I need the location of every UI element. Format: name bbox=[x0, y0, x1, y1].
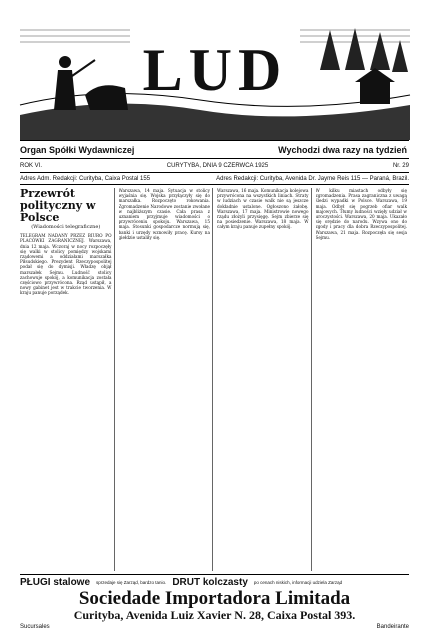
article-columns bbox=[20, 188, 409, 571]
newspaper-title: LUD bbox=[142, 37, 288, 103]
volume-number: ROK VI. bbox=[20, 162, 43, 169]
wire-ad-note: po cenach niskich, informacji udziela Zarząd bbox=[253, 579, 343, 585]
column-text: W kilku miastach odbyły się zgromadzenia. Prasa zagraniczna z uwagą śledzi wypadki w Polsce. Warszawa, 19 maja. Odbył się pogrzeb ofiar walk majowych. Tłumy ludności wzięły udział w uroczystości. Warszawa, 20 maja. Ukazało się orędzie do narodu. Wzywa ono do zgody i pracy dla dobra Rzeczypospolitej. Warszawa, 21 maja. Rozpoczęła się sesja Sejmu. bbox=[315, 188, 407, 240]
article-headline: Przewrót polityczny w Polsce bbox=[20, 188, 96, 224]
city-date: CURYTYBA, DNIA 9 CZERWCA 1925 bbox=[166, 162, 269, 169]
column-text: TELEGRAM NADANY PRZEZ BIURO PO PLACÓWKI ZAGRANICZNEJ. Warszawa, dnia 12 maja. Wczoraj w nocy rozpoczęły się walki w stolicy pomiędzy wojskami rządowemi a oddziałami marszałka Piłsudskiego. Prezydent Rzeczypospolitej podał się do dymisji. Władzę objął marszałek Sejmu. Ludność stolicy zachowuje spokój, a komunikacja została częściowo przywrócona. Rząd ustąpił, a nowy gabinet jest w trakcie tworzenia. W kraju panuje porządek. bbox=[20, 233, 112, 296]
company-advert bbox=[20, 589, 409, 622]
branch-line bbox=[20, 624, 409, 630]
column-2 bbox=[119, 188, 214, 571]
wire-ad-title: DRUT kolczasty bbox=[172, 576, 248, 588]
column-4 bbox=[316, 188, 410, 571]
company-address: Curityba, Avenida Luiz Xavier N. 28, Caixa Postal 393. bbox=[73, 608, 356, 622]
plow-ad-note: sprzedaje się Zarząd, bardzo tanio. bbox=[96, 579, 167, 585]
column-1 bbox=[20, 188, 115, 571]
frequency-line: Wychodzi dwa razy na tydzień bbox=[278, 145, 407, 155]
column-3 bbox=[217, 188, 312, 571]
plow-ad-title: PŁUGI stalowe bbox=[20, 576, 91, 588]
masthead bbox=[0, 0, 427, 145]
issue-number: Nr. 29 bbox=[392, 162, 409, 169]
admin-address: Adres Adm. Redakcji: Curityba, Caixa Postal 155 bbox=[20, 175, 151, 182]
address-bar bbox=[20, 173, 409, 185]
article-subhead: (Wiadomości telegraficzne) bbox=[31, 224, 101, 230]
info-bar bbox=[20, 158, 409, 173]
column-text: Warszawa, 14 maja. Sytuacja w stolicy wyjaśnia się. Wojska przyłączyły się do marszałka. Rozpoczęto rokowania. Zgromadzenie Narodowe zostanie zwołane w najbliższym czasie. Cała prasa z uznaniem przyjmuje wiadomości o przywróceniu spokoju. Warszawa, 15 maja. Stosunki gospodarcze normują się, banki i urzędy wznowiły pracę. Kursy na giełdzie ustaliły się. bbox=[118, 188, 210, 240]
office-address: Adres Redakcji: Curityba, Avenida Dr. Jayme Reis 115 — Paraná, Brazil. bbox=[216, 175, 409, 182]
organ-line: Organ Spółki Wydawniczej bbox=[20, 145, 135, 155]
branch-left: Sucursales bbox=[20, 624, 50, 630]
column-text: Warszawa, 16 maja. Komunikacja kolejowa przywrócona na wszystkich liniach. Straty w ludziach w czasie walk nie są jeszcze dokładnie ustalone. Ogłoszono żałobę. Warszawa, 17 maja. Ministrowie nowego rządu złożyli przysięgę. Sejm zbierze się na posiedzenie. Warszawa, 18 maja. W całym kraju panuje zupełny spokój. bbox=[217, 188, 309, 230]
plow-wire-advert bbox=[20, 574, 409, 589]
company-name: Sociedade Importadora Limitada bbox=[78, 588, 351, 609]
branch-right: Bandeirante bbox=[376, 624, 409, 630]
